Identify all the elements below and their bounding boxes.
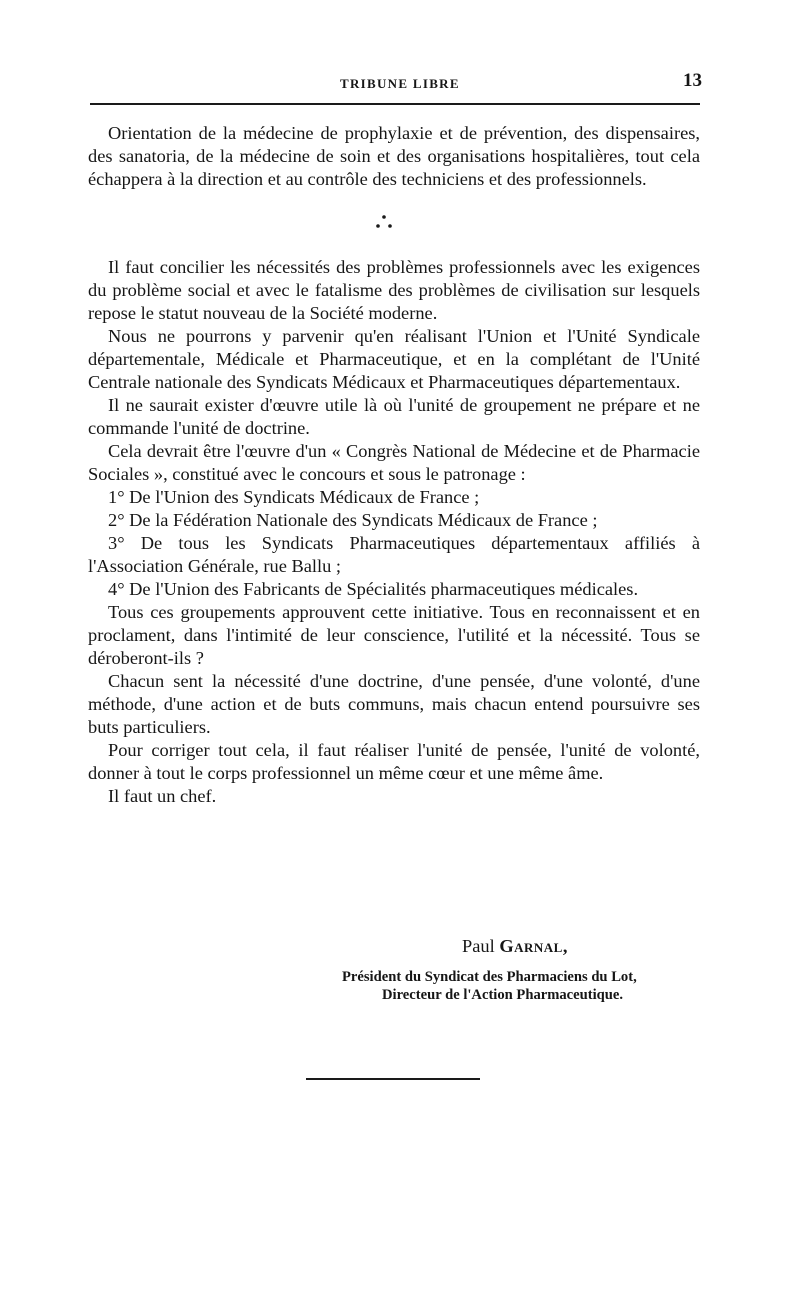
signature-last-name: Garnal, xyxy=(499,936,568,956)
paragraph-oeuvre: Il ne saurait exister d'œuvre utile là où l'unité de groupement ne prépare et ne commande l'unité de doctrine. xyxy=(88,395,700,438)
paragraph-concilier: Il faut concilier les nécessités des problèmes professionnels avec les exigences du problème social et avec le fatalisme des problèmes de civilisation sur lesquels repose le statut nouveau de la Société moderne. xyxy=(88,257,700,323)
page-header xyxy=(90,70,702,104)
list-item-3: 3° De tous les Syndicats Pharmaceutiques départementaux affiliés à l'Association Générale, rue Ballu ; xyxy=(88,533,700,576)
signature-title-president: Président du Syndicat des Pharmaciens du Lot, xyxy=(342,969,637,985)
paragraph-chacun: Chacun sent la nécessité d'une doctrine, d'une pensée, d'une volonté, d'une méthode, d'une action et de buts communs, mais chacun entend poursuivre ses buts particuliers. xyxy=(88,671,700,737)
list-item-1: 1° De l'Union des Syndicats Médicaux de France ; xyxy=(108,487,480,507)
list-item-2: 2° De la Fédération Nationale des Syndicats Médicaux de France ; xyxy=(108,510,598,530)
signature-name xyxy=(462,936,568,957)
paragraph-union: Nous ne pourrons y parvenir qu'en réalisant l'Union et l'Unité Syndicale départementale, Médicale et Pharmaceutique, et en la complétant de l'Unité Centrale nationale des Syndicats Médicaux et Pharmaceutiques départementaux. xyxy=(88,326,700,392)
paragraph-corriger: Pour corriger tout cela, il faut réaliser l'unité de pensée, l'unité de volonté, donner à tout le corps professionnel un même cœur et une même âme. xyxy=(88,740,700,783)
asterism-icon xyxy=(374,214,394,230)
paragraph-orientation: Orientation de la médecine de prophylaxie et de prévention, des dispensaires, des sanatoria, de la médecine de soin et des organisations hospitalières, tout cela échappera à la direction et au contrôle des techniciens et des professionnels. xyxy=(88,123,700,189)
paragraph-congres: Cela devrait être l'œuvre d'un « Congrès National de Médecine et de Pharmacie Sociales », constitué avec le concours et sous le patronage : xyxy=(88,441,700,484)
list-item-4: 4° De l'Union des Fabricants de Spécialités pharmaceutiques médicales. xyxy=(108,579,639,599)
signature-first-name: Paul xyxy=(462,936,495,956)
end-rule xyxy=(306,1078,480,1080)
header-rule xyxy=(90,103,700,105)
article-body xyxy=(88,122,700,808)
signature-title-directeur: Directeur de l'Action Pharmaceutique. xyxy=(382,987,624,1003)
running-title: TRIBUNE LIBRE xyxy=(340,76,460,91)
paragraph-chef: Il faut un chef. xyxy=(108,786,217,806)
paragraph-groupements: Tous ces groupements approuvent cette initiative. Tous en reconnaissent et en proclament, dans l'intimité de leur conscience, l'utilité et la nécessité. Tous se déroberont-ils ? xyxy=(88,602,700,668)
page-number: 13 xyxy=(683,70,702,91)
asterism-separator xyxy=(88,191,700,256)
